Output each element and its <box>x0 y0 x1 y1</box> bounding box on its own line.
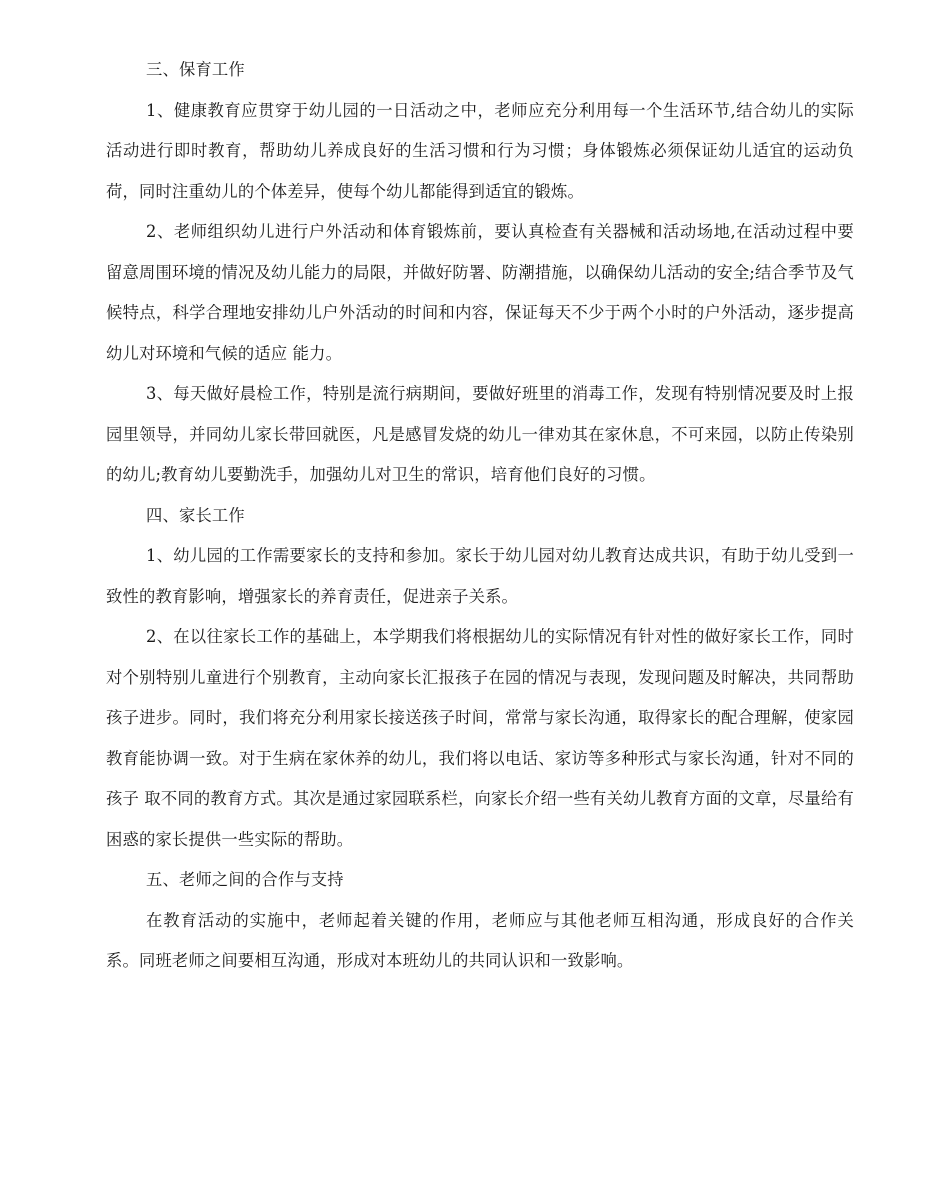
paragraph-childcare-3: 3、每天做好晨检工作，特别是流行病期间，要做好班里的消毒工作，发现有特别情况要及时上报园里领导，并同幼儿家长带回就医，凡是感冒发烧的幼儿一律劝其在家休息，不可来园，以防止传染别的幼儿;教育幼儿要勤洗手，加强幼儿对卫生的常识，培育他们良好的习惯。 <box>106 384 854 484</box>
paragraph-teacher-cooperation-1: 在教育活动的实施中，老师起着关键的作用，老师应与其他老师互相沟通，形成良好的合作关系。同班老师之间要相互沟通，形成对本班幼儿的共同认识和一致影响。 <box>106 910 854 970</box>
paragraph-childcare-2: 2、老师组织幼儿进行户外活动和体育锻炼前，要认真检查有关器械和活动场地,在活动过程中要留意周围环境的情况及幼儿能力的局限，并做好防署、防潮措施，以确保幼儿活动的安全;结合季节及气候特点，科学合理地安排幼儿户外活动的时间和内容，保证每天不少于两个小时的户外活动，逐步提高幼儿对环境和气候的适应 能力。 <box>106 222 854 363</box>
paragraph-parents-1: 1、幼儿园的工作需要家长的支持和参加。家长于幼儿园对幼儿教育达成共识，有助于幼儿受到一致性的教育影响，增强家长的养育责任，促进亲子关系。 <box>106 546 854 606</box>
section-heading-teacher-cooperation: 五、老师之间的合作与支持 <box>146 870 344 889</box>
section-heading-parents: 四、家长工作 <box>146 505 245 525</box>
document-body <box>106 50 854 982</box>
paragraph-childcare-1: 1、健康教育应贯穿于幼儿园的一日活动之中，老师应充分利用每一个生活环节,结合幼儿的实际活动进行即时教育，帮助幼儿养成良好的生活习惯和行为习惯；身体锻炼必须保证幼儿适宜的运动负荷，同时注重幼儿的个体差异，使每个幼儿都能得到适宜的锻炼。 <box>106 100 854 201</box>
paragraph-parents-2: 2、在以往家长工作的基础上，本学期我们将根据幼儿的实际情况有针对性的做好家长工作，同时对个别特别儿童进行个别教育，主动向家长汇报孩子在园的情况与表现，发现问题及时解决，共同帮助孩子进步。同时，我们将充分利用家长接送孩子时间，常常与家长沟通，取得家长的配合理解，使家园教育能协调一致。对于生病在家休养的幼儿，我们将以电话、家访等多种形式与家长沟通，针对不同的孩子 取不同的教育方式。其次是通过家园联系栏，向家长介绍一些有关幼儿教育方面的文章，尽量给有困惑的家长提供一些实际的帮助。 <box>106 627 854 849</box>
section-heading-childcare: 三、保育工作 <box>146 60 245 79</box>
